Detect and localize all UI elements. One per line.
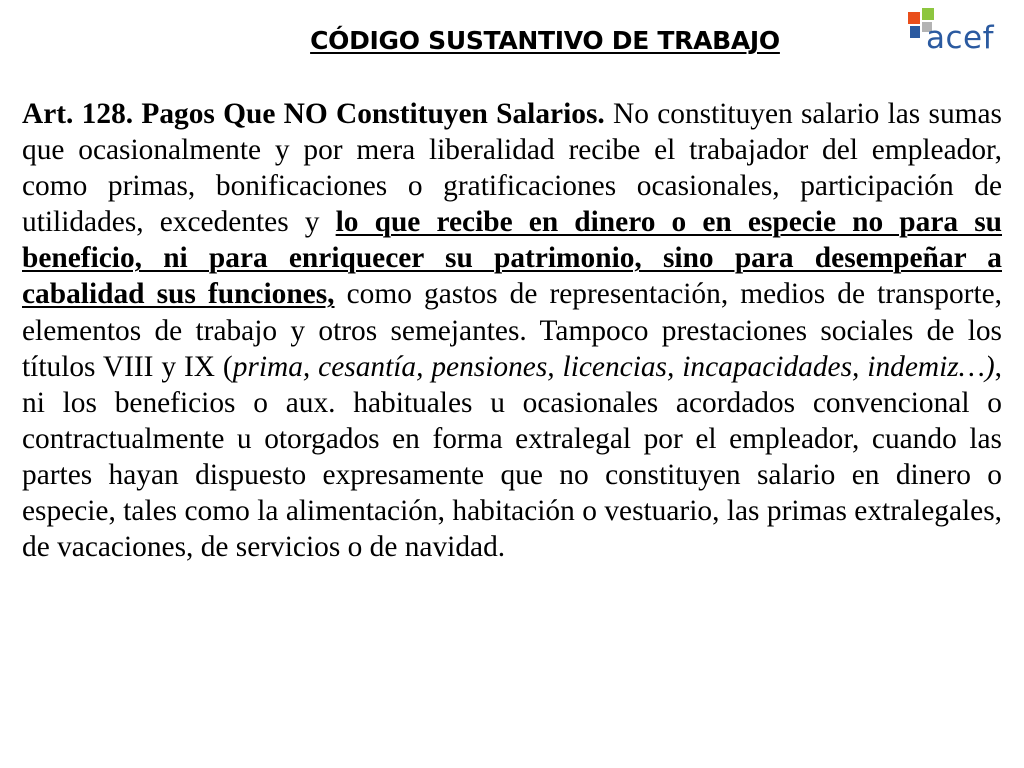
article-body <box>22 96 1002 565</box>
acef-logo-text: acef <box>926 20 995 56</box>
slide-title: CÓDIGO SUSTANTIVO DE TRABAJO <box>310 26 780 55</box>
article-text-part-2: como gastos de representación, medios de transporte, elementos de trabajo y otros semejantes. Tampoco prestaciones sociales de los títulos VIII y IX ( <box>22 278 1003 383</box>
article-heading: Art. 128. Pagos Que NO Constituyen Salarios. <box>22 98 605 130</box>
acef-logo <box>904 8 1004 60</box>
article-text-part-3: , ni los beneficios o aux. habituales u ocasionales acordados convencional o contractualmente u otorgados en forma extralegal por el empleador, cuando las partes hayan dispuesto expresamente que no constituyen salario en dinero o especie, tales como la alimentación, habitación o vestuario, las primas extralegales, de vacaciones, de servicios o de navidad. <box>22 350 1002 564</box>
article-text-part-1: No constituyen salario las sumas que ocasionalmente y por mera liberalidad recibe el trabajador del empleador, como primas, bonificaciones o gratificaciones ocasionales, participación de utilidades, excedentes y <box>22 98 1002 239</box>
article-italic-text: prima, cesantía, pensiones, licencias, incapacidades, indemiz…) <box>232 350 995 383</box>
article-underlined-text: lo que recibe en dinero o en especie no para su beneficio, ni para enriquecer su patrimonio, sino para desempeñar a cabalidad sus funciones, <box>22 206 1002 311</box>
